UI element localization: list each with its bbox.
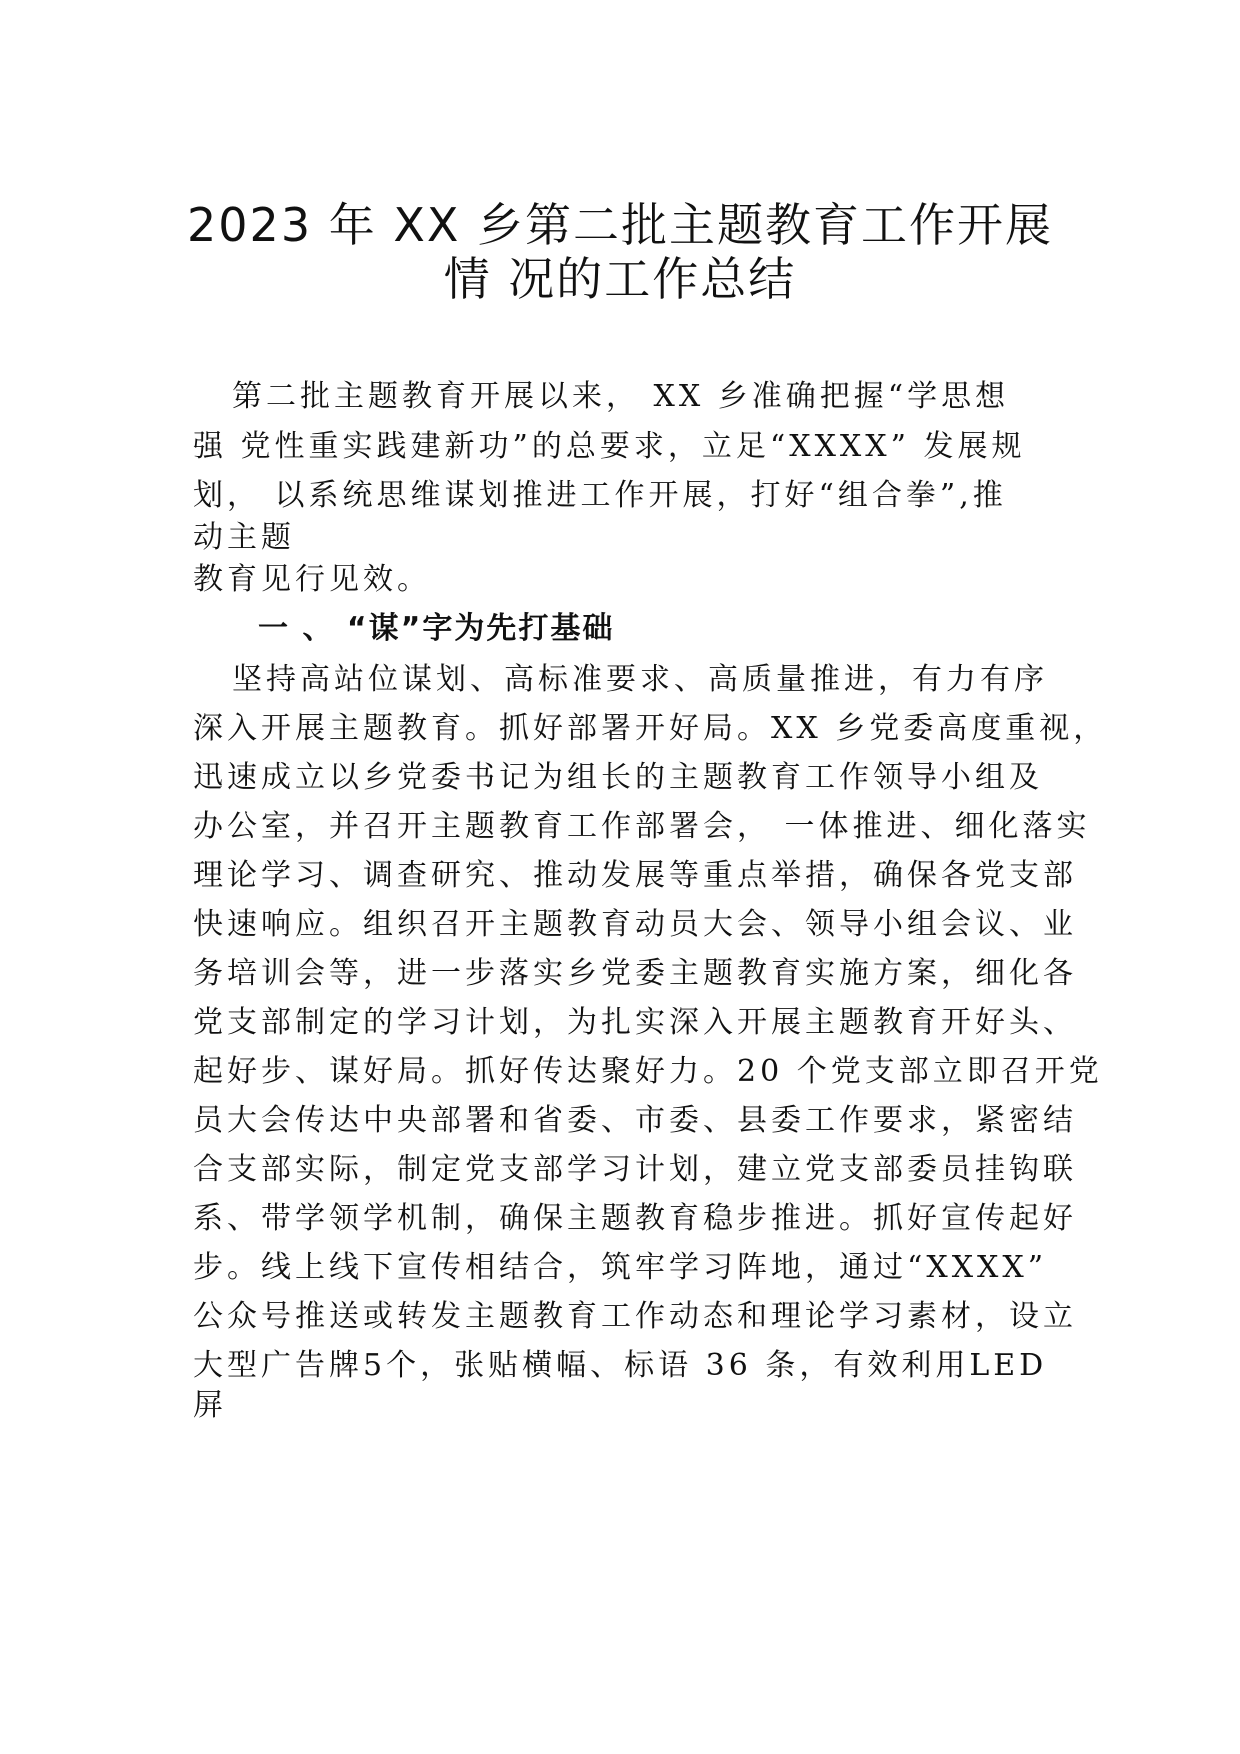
section-heading: 一 、 “谋”字为先打基础 [258, 611, 615, 646]
document-title-line-2: 情 况的工作总结 [443, 252, 797, 306]
body-line: 党支部制定的学习计划，为扎实深入开展主题教育开好头、 [193, 1005, 1077, 1040]
body-line: 快速响应。组织召开主题教育动员大会、领导小组会议、业 [193, 907, 1077, 942]
intro-line: 动主题 [193, 520, 295, 555]
body-line: 坚持高站位谋划、高标准要求、高质量推进，有力有序 [232, 662, 1048, 697]
body-line: 屏 [193, 1388, 227, 1423]
intro-line: 强 党性重实践建新功”的总要求，立足“XXXX” 发展规 [193, 429, 1026, 464]
body-line: 合支部实际，制定党支部学习计划，建立党支部委员挂钩联 [193, 1152, 1077, 1187]
intro-line: 教育见行见效。 [193, 562, 431, 597]
body-line: 步。线上线下宣传相结合，筑牢学习阵地，通过“XXXX” [193, 1250, 1048, 1285]
body-line: 务培训会等，进一步落实乡党委主题教育实施方案，细化各 [193, 956, 1077, 991]
body-line: 理论学习、调查研究、推动发展等重点举措，确保各党支部 [193, 858, 1077, 893]
body-line: 起好步、谋好局。抓好传达聚好力。20 个党支部立即召开党 [193, 1054, 1103, 1089]
intro-line: 第二批主题教育开展以来， XX 乡准确把握“学思想 [232, 379, 1010, 414]
document-title-line-1: 2023 年 XX 乡第二批主题教育工作开展 [187, 198, 1053, 252]
body-line: 员大会传达中央部署和省委、市委、县委工作要求，紧密结 [193, 1103, 1077, 1138]
body-line: 深入开展主题教育。抓好部署开好局。XX 乡党委高度重视， [193, 711, 1108, 746]
body-line: 大型广告牌5个，张贴横幅、标语 36 条，有效利用LED [193, 1348, 1048, 1383]
body-line: 办公室，并召开主题教育工作部署会， 一体推进、细化落实 [193, 809, 1091, 844]
intro-line: 划， 以系统思维谋划推进工作开展，打好“组合拳”,推 [193, 478, 1007, 513]
body-line: 系、带学领学机制，确保主题教育稳步推进。抓好宣传起好 [193, 1201, 1077, 1236]
body-line: 公众号推送或转发主题教育工作动态和理论学习素材，设立 [193, 1299, 1077, 1334]
body-line: 迅速成立以乡党委书记为组长的主题教育工作领导小组及 [193, 760, 1043, 795]
